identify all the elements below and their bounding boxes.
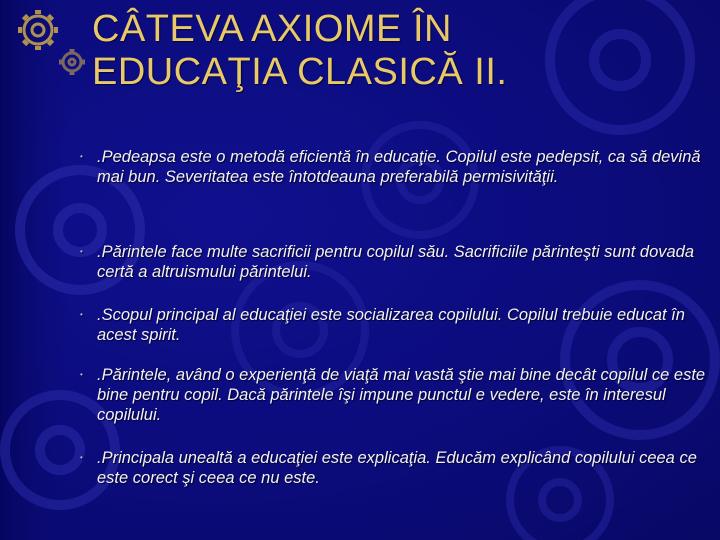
- title-line-2: EDUCAŢIA CLASICĂ II.: [92, 51, 508, 93]
- bullet-marker: •: [80, 370, 83, 379]
- bullet-item: [80, 242, 710, 282]
- bullet-item: [80, 365, 710, 425]
- bullet-item: [80, 147, 710, 187]
- slide-title: [92, 8, 692, 94]
- title-line-1: CÂTEVA AXIOME ÎN: [92, 8, 452, 50]
- bullet-text: .Părintele, având o experienţă de viaţă mai vastă ştie mai bine decât copilul ce este bine pentru copil. Dacă părintele îşi impune punctul e vedere, este în interesul copilului.: [97, 366, 706, 424]
- bullet-marker: •: [80, 453, 83, 462]
- bullet-marker: •: [80, 310, 83, 319]
- bullet-item: [80, 305, 710, 345]
- bullet-text: .Principala unealtă a educaţiei este explicaţia. Educăm explicând copilului ceea ce este corect şi ceea ce nu este.: [97, 449, 697, 487]
- bullet-marker: •: [80, 152, 83, 161]
- bullet-text: .Pedeapsa este o metodă eficientă în educaţie. Copilul este pedepsit, ca să devină mai bun. Severitatea este întotdeauna preferabilă permisivităţii.: [97, 148, 701, 186]
- bullet-text: .Părintele face multe sacrificii pentru copilul său. Sacrificiile părinteşti sunt dovada certă a altruismului părintelui.: [97, 243, 695, 281]
- bullet-marker: •: [80, 247, 83, 256]
- bullet-text: .Scopul principal al educaţiei este socializarea copilului. Copilul trebuie educat în acest spirit.: [97, 306, 685, 344]
- bullet-item: [80, 448, 710, 488]
